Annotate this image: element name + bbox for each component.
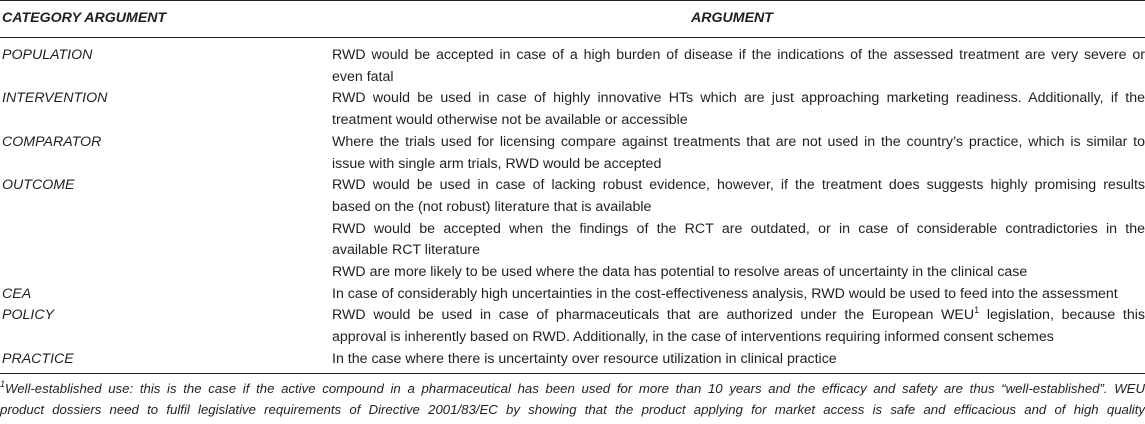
- footnote-text: Well-established use: this is the case if the active compound in a pharmaceutical has been used for more than 10 years and the efficacy and safety are thus “well-established”. WEU: [5, 381, 1145, 396]
- footnote-line: product dossiers need to fulfil legislative requirements of Directive 2001/83/EC by showing that the product applying for market access is safe and efficacious and of high quality: [0, 402, 1145, 417]
- table-header-rule: [0, 37, 1145, 38]
- argument-line: RWD would be used in case of lacking robust evidence, however, if the treatment does suggests highly promising results: [332, 177, 1145, 194]
- argument-line: In the case where there is uncertainty over resource utilization in clinical practice: [332, 350, 837, 367]
- table-row: [0, 349, 1145, 371]
- argument-line: RWD are more likely to be used where the data has potential to resolve areas of uncertainty in the clinical case: [332, 264, 1028, 281]
- argument-line: RWD would be used in case of highly innovative HTs which are just approaching marketing readiness. Additionally, if the: [332, 90, 1145, 107]
- row-category: POLICY: [2, 307, 55, 324]
- argument-line: based on the (not robust) literature that is available: [332, 198, 652, 215]
- argument-line: [332, 305, 1145, 327]
- row-argument: [332, 305, 1145, 348]
- argument-line: even fatal: [332, 68, 394, 85]
- argument-line: issue with single arm trials, RWD would be accepted: [332, 155, 662, 172]
- table-bottom-rule: [0, 373, 1145, 374]
- row-category: OUTCOME: [2, 177, 75, 194]
- argument-line: approval is inherently based on RWD. Additionally, in the case of interventions requiring informed consent schemes: [332, 329, 1054, 346]
- row-argument: [332, 349, 1145, 371]
- table-row: [0, 132, 1145, 175]
- row-argument: [332, 45, 1145, 88]
- argument-line: available RCT literature: [332, 242, 480, 259]
- row-category: COMPARATOR: [2, 133, 102, 150]
- footnote-reference: 1: [974, 304, 980, 315]
- argument-line: treatment would otherwise not be available or accessible: [332, 112, 688, 129]
- row-argument: [332, 284, 1145, 306]
- table-footnote: [0, 378, 1145, 420]
- argument-line: RWD would be accepted when the findings of the RCT are outdated, or in case of considerable contradictories in the: [332, 220, 1145, 237]
- header-category-argument: CATEGORY ARGUMENT: [2, 10, 167, 26]
- table-row: [0, 284, 1145, 306]
- row-category: INTERVENTION: [2, 90, 108, 107]
- footnote-line: [0, 378, 1145, 399]
- argument-text: RWD would be used in case of pharmaceuticals that are authorized under the European WEU: [332, 307, 975, 324]
- table-row: [0, 45, 1145, 88]
- argument-text: legislation, because this: [979, 307, 1145, 324]
- table-row: [0, 175, 1145, 284]
- row-argument: [332, 88, 1145, 131]
- row-category: CEA: [2, 285, 32, 302]
- header-argument: ARGUMENT: [691, 10, 773, 26]
- argument-line: In case of considerably high uncertainties in the cost-effectiveness analysis, RWD would be used to feed into the assessment: [332, 285, 1118, 302]
- argument-line: Where the trials used for licensing compare against treatments that are not used in the country’s practice, which is similar to: [332, 133, 1145, 150]
- table-row: [0, 88, 1145, 131]
- footnote-marker: 1: [0, 378, 6, 389]
- table-header: [0, 0, 1145, 37]
- argument-line: RWD would be accepted in case of a high burden of disease if the indications of the assessed treatment are very severe or: [332, 47, 1145, 63]
- row-category: POPULATION: [2, 47, 93, 63]
- row-category: PRACTICE: [2, 350, 74, 367]
- table-row: [0, 305, 1145, 348]
- row-argument: [332, 132, 1145, 175]
- row-argument: [332, 175, 1145, 284]
- table-body: [0, 45, 1145, 371]
